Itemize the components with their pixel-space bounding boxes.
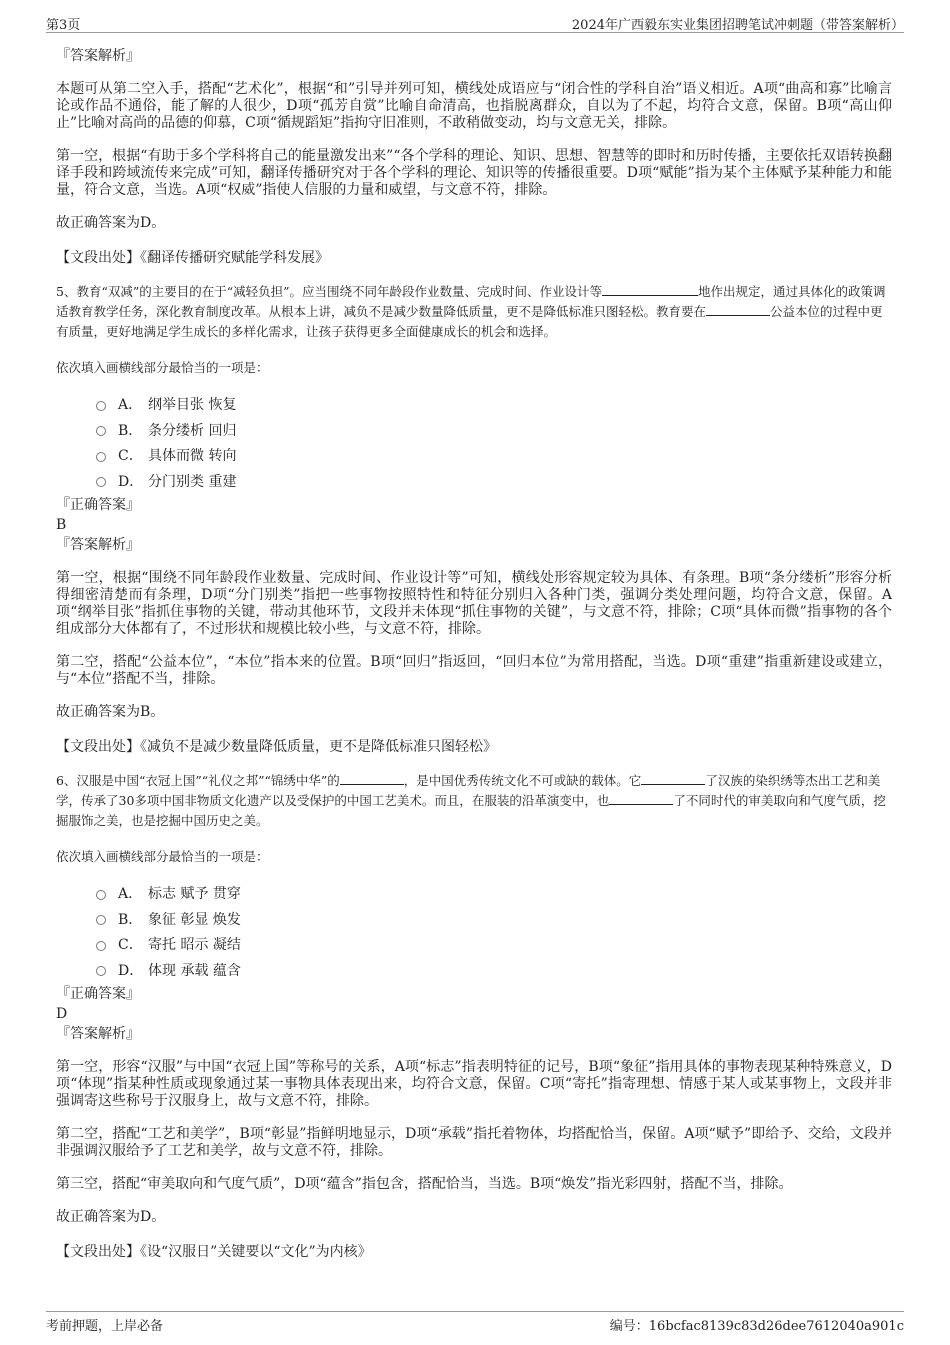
radio-icon[interactable] xyxy=(96,477,106,487)
option-c[interactable]: C． 具体而微 转向 xyxy=(96,444,892,470)
q6-analysis-p3: 第三空，搭配“审美取向和气度气质”，D项“蕴含”指包含，搭配恰当，当选。B项“焕发”指光彩四射，搭配不当，排除。 xyxy=(56,1176,793,1192)
q5-analysis-label: 『答案解析』 xyxy=(56,537,140,553)
option-d[interactable]: D． 分门别类 重建 xyxy=(96,470,892,496)
option-d[interactable]: D． 体现 承载 蕴含 xyxy=(96,959,892,985)
page-footer xyxy=(46,1311,904,1332)
source-title: 《翻译传播研究赋能学科发展》 xyxy=(140,250,329,266)
source-label: 【文段出处】 xyxy=(56,250,140,266)
blank-line xyxy=(609,792,673,805)
blank-line xyxy=(706,303,770,316)
option-b[interactable]: B． 条分缕析 回归 xyxy=(96,419,892,445)
q6-stem: 6、汉服是中国“衣冠上国”“礼仪之邦”“锦绣中华”的 ，是中国优秀传统文化不可或缺的载体。它 了汉族的染织绣等杰出工艺和美学，传承了30多项中国非物质文化遗产以及受保护的中国工艺美术。而且，在服装的沿革演变中，也 了不同时代的审美取向和气度气质，挖掘服饰之美，也是挖掘中国历史之美。 xyxy=(56,773,886,828)
q4-analysis-conclusion: 故正确答案为D。 xyxy=(56,215,166,231)
radio-icon[interactable] xyxy=(96,941,106,951)
q4-analysis-label: 『答案解析』 xyxy=(56,48,140,64)
radio-icon[interactable] xyxy=(96,966,106,976)
q5-answer-label: 『正确答案』 xyxy=(56,497,140,513)
q5-source xyxy=(56,737,892,757)
radio-icon[interactable] xyxy=(96,915,106,925)
q6-source xyxy=(56,1242,892,1262)
q6-answer-label: 『正确答案』 xyxy=(56,986,140,1002)
source-label: 【文段出处】 xyxy=(56,1244,140,1260)
blank-line xyxy=(641,772,705,785)
q6-prompt: 依次填入画横线部分最恰当的一项是： xyxy=(56,849,269,864)
option-a[interactable]: A． 纲举目张 恢复 xyxy=(96,393,892,419)
blank-line xyxy=(340,772,404,785)
source-label: 【文段出处】 xyxy=(56,739,140,755)
footer-slogan: 考前押题，上岸必备 xyxy=(46,1319,164,1334)
q5-analysis-p2: 第二空，搭配“公益本位”，“本位”指本来的位置。B项“回归”指返回，“回归本位”为常用搭配，当选。D项“重建”指重新建设或建立，与“本位”搭配不当，排除。 xyxy=(56,654,892,687)
page-content xyxy=(56,46,892,1262)
q6-analysis-conclusion: 故正确答案为D。 xyxy=(56,1209,166,1225)
option-c[interactable]: C． 寄托 昭示 凝结 xyxy=(96,933,892,959)
q6-options xyxy=(96,882,892,984)
radio-icon[interactable] xyxy=(96,426,106,436)
option-b[interactable]: B． 象征 彰显 焕发 xyxy=(96,908,892,934)
q5-answer: B xyxy=(56,517,67,533)
document-title: 2024年广西毅东实业集团招聘笔试冲刺题（带答案解析） xyxy=(571,18,904,33)
blank-line xyxy=(602,283,698,296)
q4-source xyxy=(56,248,892,268)
document-id: 编号：16bcfac8139c83d26dee7612040a901c xyxy=(609,1319,904,1334)
q6-analysis-label: 『答案解析』 xyxy=(56,1026,140,1042)
page-header xyxy=(46,12,904,33)
source-title: 《设“汉服日”关键要以“文化”为内核》 xyxy=(140,1244,372,1260)
q6-answer: D xyxy=(56,1006,68,1022)
q6-analysis-p1: 第一空，形容“汉服”与中国“衣冠上国”等称号的关系，A项“标志”指表明特征的记号，B项“象征”指用具体的事物表现某种特殊意义，D项“体现”指某种性质或现象通过某一事物具体表现出来，均符合文意，保留。C项“寄托”指寄理想、情感于某人或某事物上，文段并非强调寄这些称号于汉服身上，故与文意不符，排除。 xyxy=(56,1059,892,1109)
q5-stem: 5、教育“双减”的主要目的在于“减轻负担”。应当围绕不同年龄段作业数量、完成时间、作业设计等 地作出规定，通过具体化的政策调适教育教学任务，深化教育制度改革。从根本上讲，减负不是减少数量降低质量，更不是降低标准只图轻松。教育要在 公益本位的过程中更有质量，更好地满足学生成长的多样化需求，让孩子获得更多全面健康成长的机会和选择。 xyxy=(56,284,886,339)
q5-options xyxy=(96,393,892,495)
q5-analysis-p1: 第一空，根据“围绕不同年龄段作业数量、完成时间、作业设计等”可知，横线处形容规定较为具体、有条理。B项“条分缕析”形容分析得细密清楚而有条理，D项“分门别类”指把一些事物按照特性和特征分别归入各种门类，强调分类处理问题，均符合文意，保留。A项“纲举目张”指抓住事物的关键，带动其他环节，文段并未体现“抓住事物的关键”，与文意不符，排除；C项“具体而微”指事物的各个组成部分大体都有了，不过形状和规模比较小些，与文意不符，排除。 xyxy=(56,570,892,637)
q4-analysis-p1: 本题可从第二空入手，搭配“艺术化”，根据“和”引导并列可知，横线处成语应与“闭合性的学科自治”语义相近。A项“曲高和寡”比喻言论或作品不通俗，能了解的人很少，D项“孤芳自赏”比喻自命清高，也指脱离群众，自以为了不起，均符合文意，保留。B项“高山仰止”比喻对高尚的品德的仰慕，C项“循规蹈矩”指拘守旧准则，不敢稍做变动，均与文意无关，排除。 xyxy=(56,81,892,131)
source-title: 《减负不是减少数量降低质量，更不是降低标准只图轻松》 xyxy=(140,739,497,755)
radio-icon[interactable] xyxy=(96,452,106,462)
q5-analysis-conclusion: 故正确答案为B。 xyxy=(56,704,165,720)
radio-icon[interactable] xyxy=(96,890,106,900)
q6-analysis-p2: 第二空，搭配“工艺和美学”，B项“彰显”指鲜明地显示，D项“承载”指托着物体，均搭配恰当，保留。A项“赋予”即给予、交给，文段并非强调汉服给予了工艺和美学，故与文意不符，排除。 xyxy=(56,1126,892,1159)
q5-prompt: 依次填入画横线部分最恰当的一项是： xyxy=(56,360,269,375)
option-a[interactable]: A． 标志 赋予 贯穿 xyxy=(96,882,892,908)
radio-icon[interactable] xyxy=(96,401,106,411)
q4-analysis-p2: 第一空，根据“有助于多个学科将自己的能量激发出来”“各个学科的理论、知识、思想、智慧等的即时和历时传播，主要依托双语转换翻译手段和跨域流传来完成”可知，翻译传播研究对于各个学科的理论、知识等的传播很重要。D项“赋能”指为某个主体赋予某种能力和能量，符合文意，当选。A项“权威”指使人信服的力量和威望，与文意不符，排除。 xyxy=(56,148,892,198)
page-number: 第3页 xyxy=(46,18,81,33)
